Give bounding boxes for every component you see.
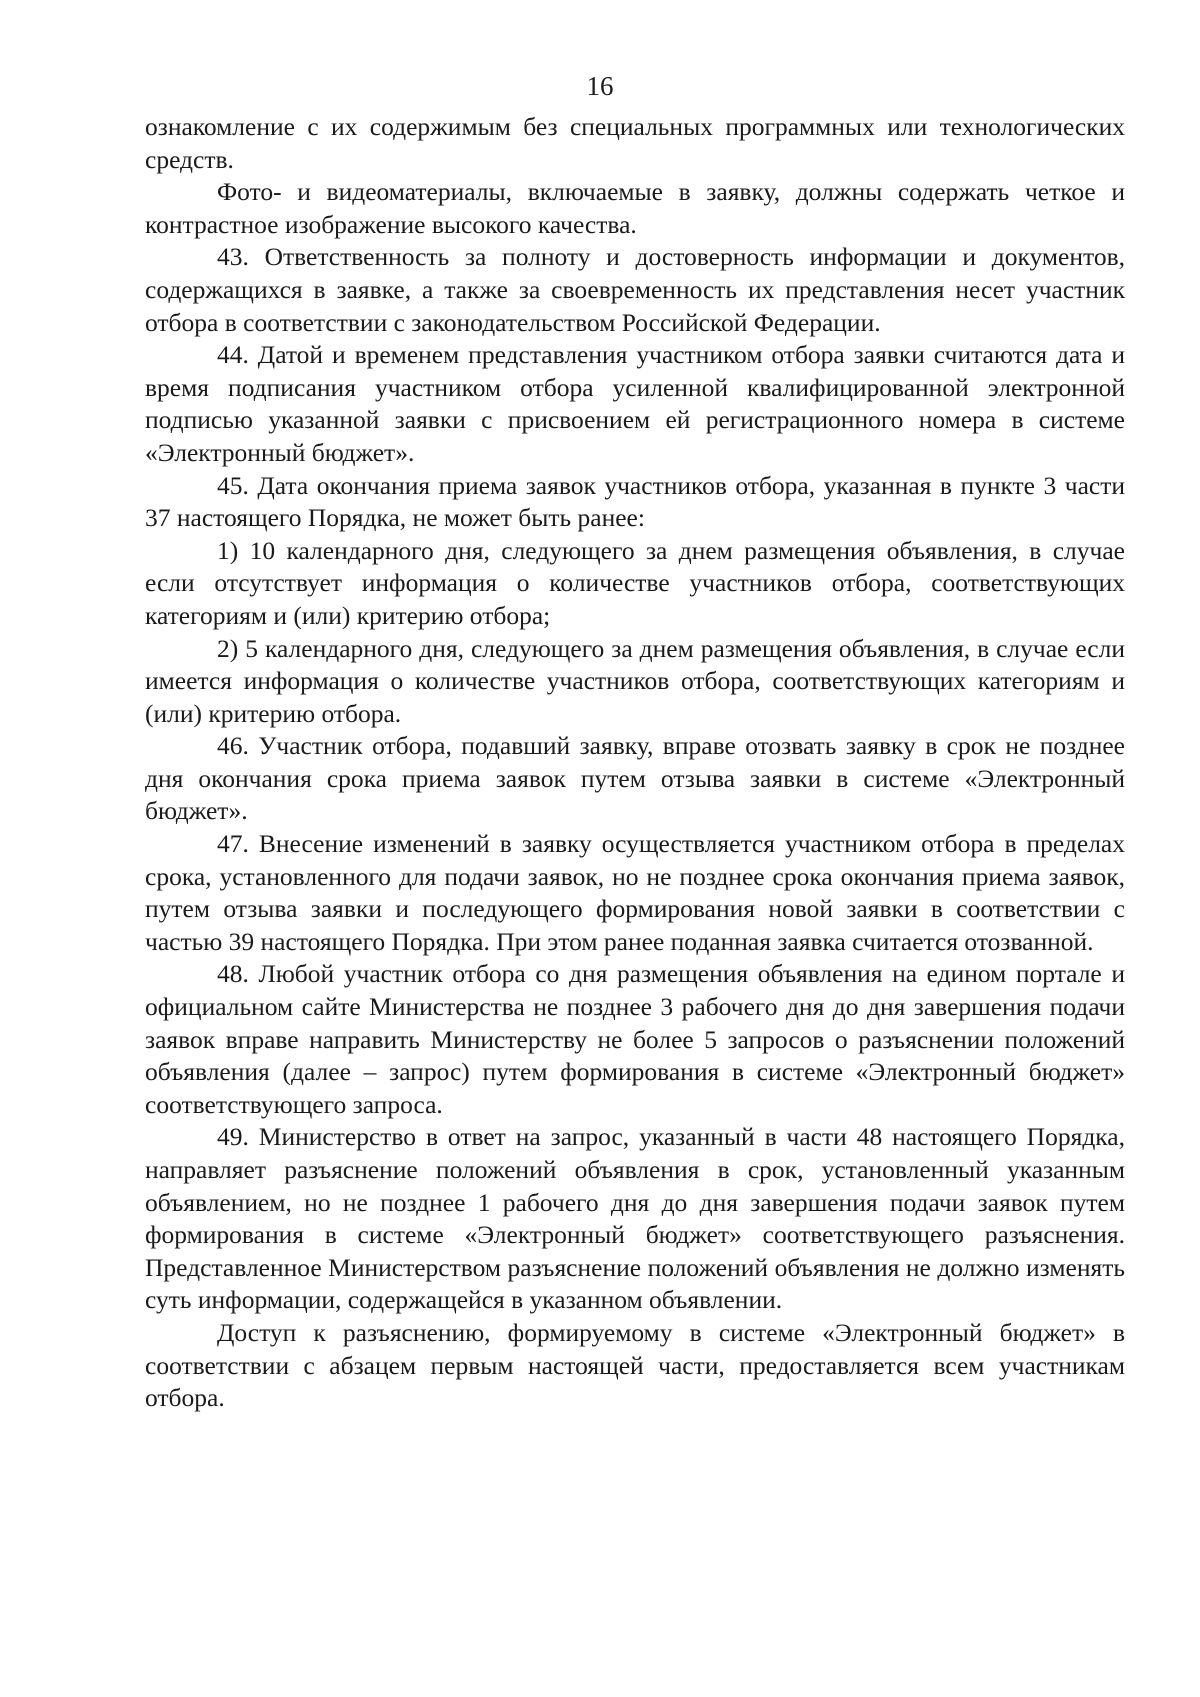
paragraph-48: 48. Любой участник отбора со дня размещения объявления на едином портале и официальном сайте Министерства не позднее 3 рабочего дня до дня завершения подачи заявок вправе направить Министерству не более 5 запросов о разъяснении положений объявления (далее – запрос) путем формирования в системе «Электронный бюджет» соответствующего запроса. <box>145 959 1125 1119</box>
paragraph-photo-video: Фото- и видеоматериалы, включаемые в заявку, должны содержать четкое и контрастное изображение высокого качества. <box>145 177 1125 239</box>
paragraph-45-item-2: 2) 5 календарного дня, следующего за днем размещения объявления, в случае если имеется информация о количестве участников отбора, соответствующих категориям и (или) критерию отбора. <box>145 633 1125 728</box>
paragraph-44: 44. Датой и временем представления участником отбора заявки считаются дата и время подписания участником отбора усиленной квалифицированной электронной подписью указанной заявки с присвоением ей регистрационного номера в системе «Электронный бюджет». <box>145 340 1125 467</box>
paragraph-43: 43. Ответственность за полноту и достоверность информации и документов, содержащихся в заявке, а также за своевременность их представления несет участник отбора в соответствии с законодательством Российской Федерации. <box>145 242 1125 337</box>
paragraph-access: Доступ к разъяснению, формируемому в системе «Электронный бюджет» в соответствии с абзацем первым настоящей части, предоставляется всем участникам отбора. <box>145 1317 1125 1413</box>
paragraph-47: 47. Внесение изменений в заявку осуществляется участником отбора в пределах срока, установленного для подачи заявок, но не позднее срока окончания приема заявок, путем отзыва заявки и последующего формирования новой заявки в соответствии с частью 39 настоящего Порядка. При этом ранее поданная заявка считается отозванной. <box>145 829 1125 956</box>
paragraph-45: 45. Дата окончания приема заявок участников отбора, указанная в пункте 3 части 37 настоящего Порядка, не может быть ранее: <box>145 470 1125 533</box>
paragraph-49: 49. Министерство в ответ на запрос, указанный в части 48 настоящего Порядка, направляет разъяснение положений объявления в срок, установленный указанным объявлением, но не позднее 1 рабочего дня до дня завершения подачи заявок путем формирования в системе «Электронный бюджет» соответствующего разъяснения. Представленное Министерством разъяснение положений объявления не должно изменять суть информации, содержащейся в указанном объявлении. <box>145 1122 1125 1315</box>
paragraph-continuation: ознакомление с их содержимым без специальных программных или технологических средств. <box>145 112 1125 174</box>
document-body <box>145 111 1125 1415</box>
paragraph-45-item-1: 1) 10 календарного дня, следующего за днем размещения объявления, в случае если отсутствует информация о количестве участников отбора, соответствующих категориям и (или) критерию отбора; <box>145 535 1125 630</box>
page-number: 16 <box>586 71 614 101</box>
paragraph-46: 46. Участник отбора, подавший заявку, вправе отозвать заявку в срок не позднее дня окончания срока приема заявок путем отзыва заявки в системе «Электронный бюджет». <box>145 731 1125 826</box>
